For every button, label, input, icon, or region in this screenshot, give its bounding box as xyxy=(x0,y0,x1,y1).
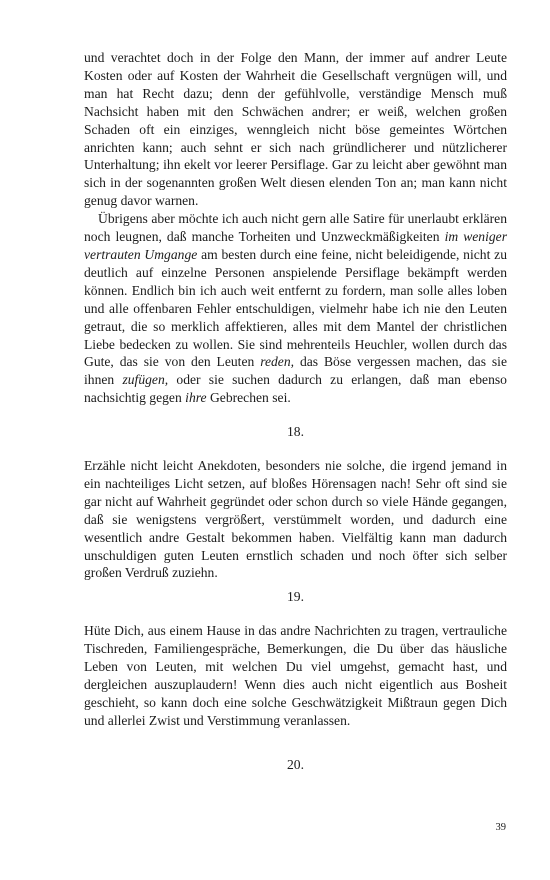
section-number-18: 18. xyxy=(287,424,304,439)
text-block-section-17-end xyxy=(84,49,507,407)
text-run: das Böse vergessen machen, das sie ihnen xyxy=(84,354,507,388)
page-number: 39 xyxy=(495,822,506,833)
section-number-20: 20. xyxy=(287,757,304,772)
text-run: Übrigens aber möchte ich auch nicht gern alle Satire für unerlaubt erklären noch leugnen, daß manche Torheiten und Unzweckmäßigkeiten xyxy=(84,211,507,245)
section-number-19: 19. xyxy=(287,589,304,604)
text-run: Gebrechen sei. xyxy=(206,390,291,406)
paragraph xyxy=(84,49,507,210)
text-block-section-18 xyxy=(84,457,507,582)
text-run: am besten durch eine feine, nicht beleidigende, nicht zu deutlich auf einzelne Personen anspielende Persiflage bekämpft werden können. Endlich bin ich auch weit entfernt zu fordern, man solle alles loben und alle offenbaren Fehler entschuldigen, vielmehr habe ich nie den Leuten getraut, die so merklich affektieren, alles mit dem Mantel der christlichen Liebe bedecken zu wollen. Sie sind mehrenteils Heuchler, wollen durch das Gute, das sie von den Leuten xyxy=(84,246,507,370)
text-run: Erzähle nicht leicht Anekdoten, besonders nie solche, die irgend jemand in ein nachteiliges Licht setzen, auf bloßes Hörensagen nach! Sehr oft sind sie gar nicht auf Wahrheit gegründet oder schon durch so viele Hände gegangen, daß sie wenigstens vergrößert, verstümmelt worden, und dadurch eine wesentlich andre Gestalt bekommen haben. Vielfältig kann man dadurch unschuldigen guten Leuten ernstlich schaden und noch öfter sich selber großen Verdruß zuziehn. xyxy=(84,458,507,581)
emphasized-text: im weniger vertrauten Umgange xyxy=(84,229,507,262)
emphasized-text: ihre xyxy=(185,390,207,406)
text-run: Hüte Dich, aus einem Hause in das andre Nachrichten zu tragen, vertrauliche Tischreden, Familiengespräche, Bemerkungen, die Du über das häusliche Leben von Leuten, mit welchen Du viel umgehst, gemacht hast, und dergleichen auszuplaudern! Wenn dies auch nicht eigentlich aus Bosheit geschieht, so kann doch eine solche Geschwätzigkeit Mißtraun gegen Dich und allerlei Zwist und Verstimmung veranlassen. xyxy=(84,623,507,728)
emphasized-text: reden, xyxy=(260,354,295,370)
text-run: oder sie suchen dadurch zu erlangen, daß man ebenso nachsichtig gegen xyxy=(84,372,507,406)
emphasized-text: zufügen, xyxy=(122,372,169,388)
text-block-section-19 xyxy=(84,622,507,729)
text-run: und verachtet doch in der Folge den Mann, der immer auf andrer Leute Kosten oder auf Kosten der Wahrheit die Gesellschaft vergnügen will, und man hat Recht dazu; denn der gefühlvolle, verständige Mensch muß Nachsicht haben mit den Schwächen andrer; er weiß, welchen großen Schaden oft ein einziges, wenngleich nicht böse gemeintes Wörtchen anrichten kann; auch sehnt er sich nach gründlicherer und nützlicherer Unterhaltung; ihn ekelt vor leerer Persiflage. Gar zu leicht aber gewöhnt man sich in der sogenannten großen Welt diesen elenden Ton an; man kann nicht genug davor warnen. xyxy=(84,50,507,209)
paragraph xyxy=(84,457,507,582)
paragraph xyxy=(84,210,507,407)
paragraph xyxy=(84,622,507,729)
